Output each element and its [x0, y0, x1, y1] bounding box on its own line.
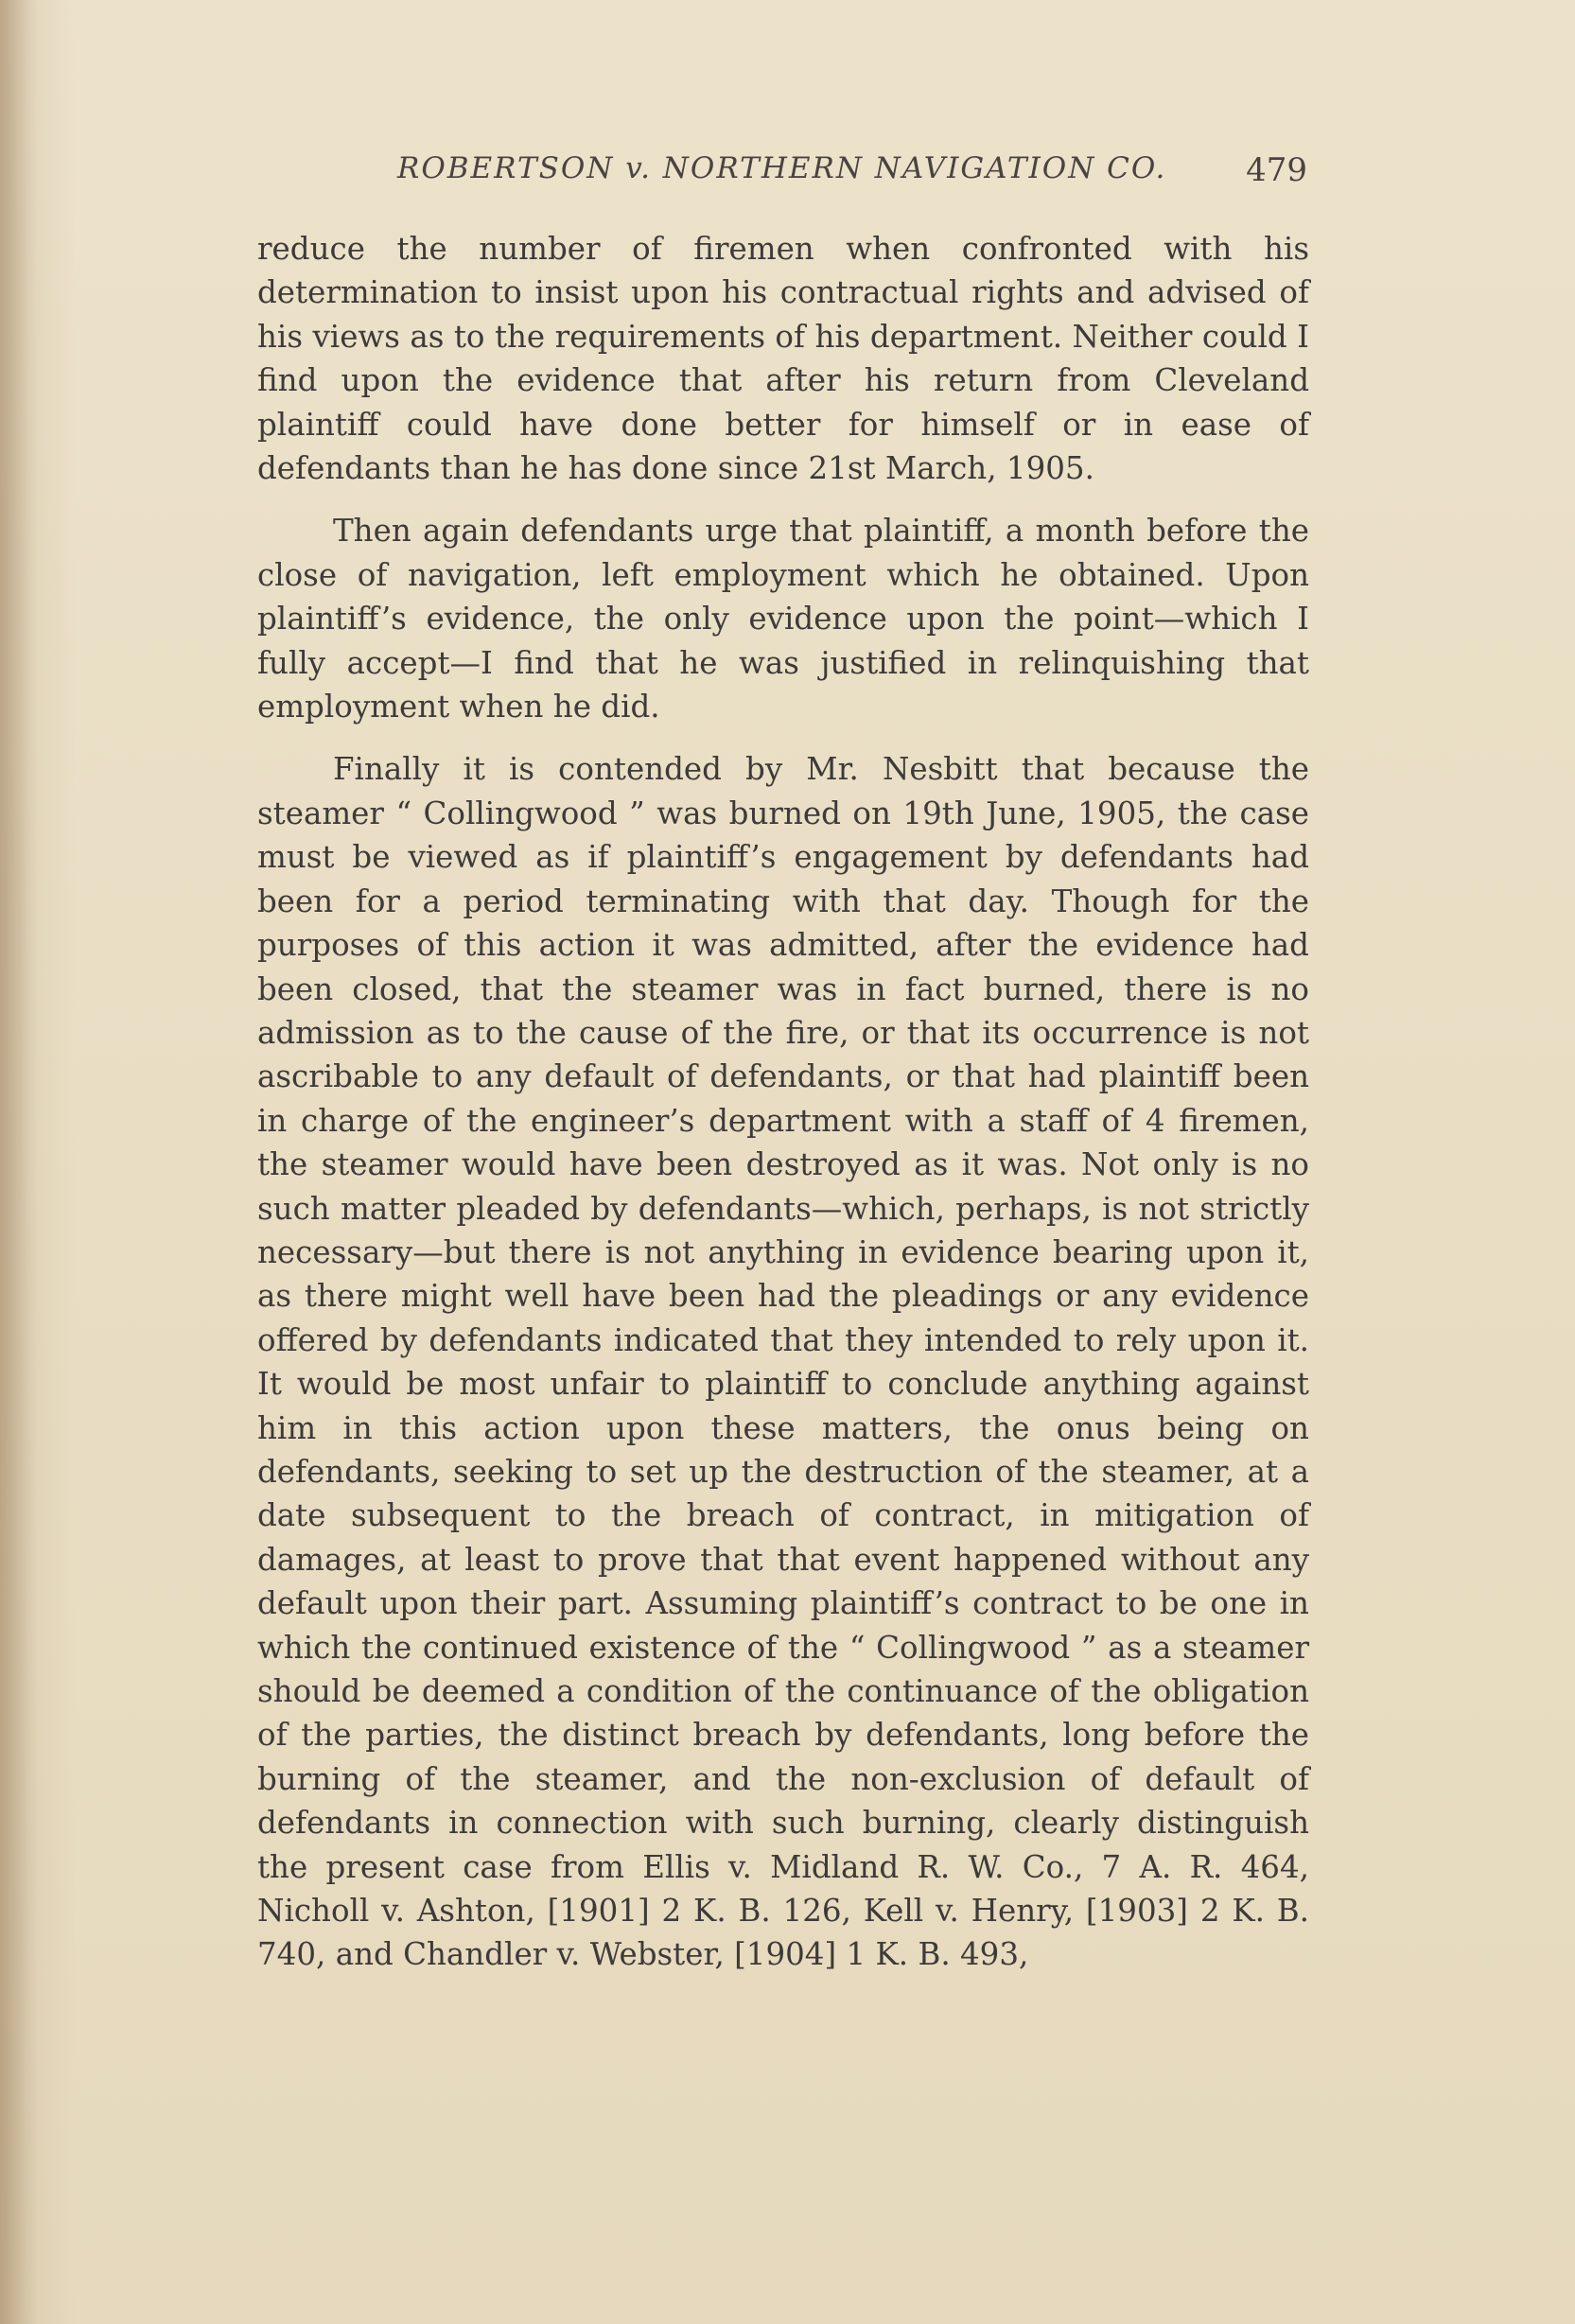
- binding-shadow: [0, 0, 38, 2324]
- page-header: [397, 151, 1307, 199]
- running-head: ROBERTSON v. NORTHERN NAVIGATION CO.: [397, 151, 1167, 185]
- page-number: 479: [1246, 151, 1307, 189]
- paragraph-collingwood: Finally it is contended by Mr. Nesbitt that because the steamer “ Collingwood ” was burned on 19th June, 1905, the case must be viewed as if plaintiff’s engagement by defendants had been for a period terminating with that day. Though for the purposes of this action it was admitted, after the evidence had been closed, that the steamer was in fact burned, there is no admission as to the cause of the fire, or that its occurrence is not ascribable to any default of defendants, or that had plaintiff been in charge of the engineer’s department with a staff of 4 firemen, the steamer would have been destroyed as it was. Not only is no such matter pleaded by defendants—which, perhaps, is not strictly necessary—but there is not anything in evidence bearing upon it, as there might well have been had the pleadings or any evidence offered by defendants indicated that they intended to rely upon it. It would be most unfair to plaintiff to conclude anything against him in this action upon these matters, the onus being on defendants, seeking to set up the destruction of the steamer, at a date subsequent to the breach of contract, in mitigation of damages, at least to prove that that event happened without any default upon their part. Assuming plaintiff’s contract to be one in which the continued existence of the “ Collingwood ” as a steamer should be deemed a condition of the continuance of the obligation of the parties, the distinct breach by defendants, long before the burning of the steamer, and the non-exclusion of default of defendants in connection with such burning, clearly distinguish the present case from Ellis v. Midland R. W. Co., 7 A. R. 464, Nicholl v. Ashton, [1901] 2 K. B. 126, Kell v. Henry, [1903] 2 K. B. 740, and Chandler v. Webster, [1904] 1 K. B. 493,: [257, 751, 1309, 1973]
- paragraph-navigation: Then again defendants urge that plaintiff, a month before the close of navigation, left employment which he obtained. Upon plaintiff’s evidence, the only evidence upon the point—which I fully accept—I find that he was justified in relinquishing that employment when he did.: [257, 513, 1309, 725]
- body-text: [257, 227, 1309, 1996]
- paragraph-continuation: reduce the number of firemen when confronted with his determination to insist upon his contractual rights and advised of his views as to the requirements of his department. Neither could I find upon the evidence that after his return from Cleveland plaintiff could have done better for himself or in ease of defendants than he has done since 21st March, 1905.: [257, 231, 1309, 487]
